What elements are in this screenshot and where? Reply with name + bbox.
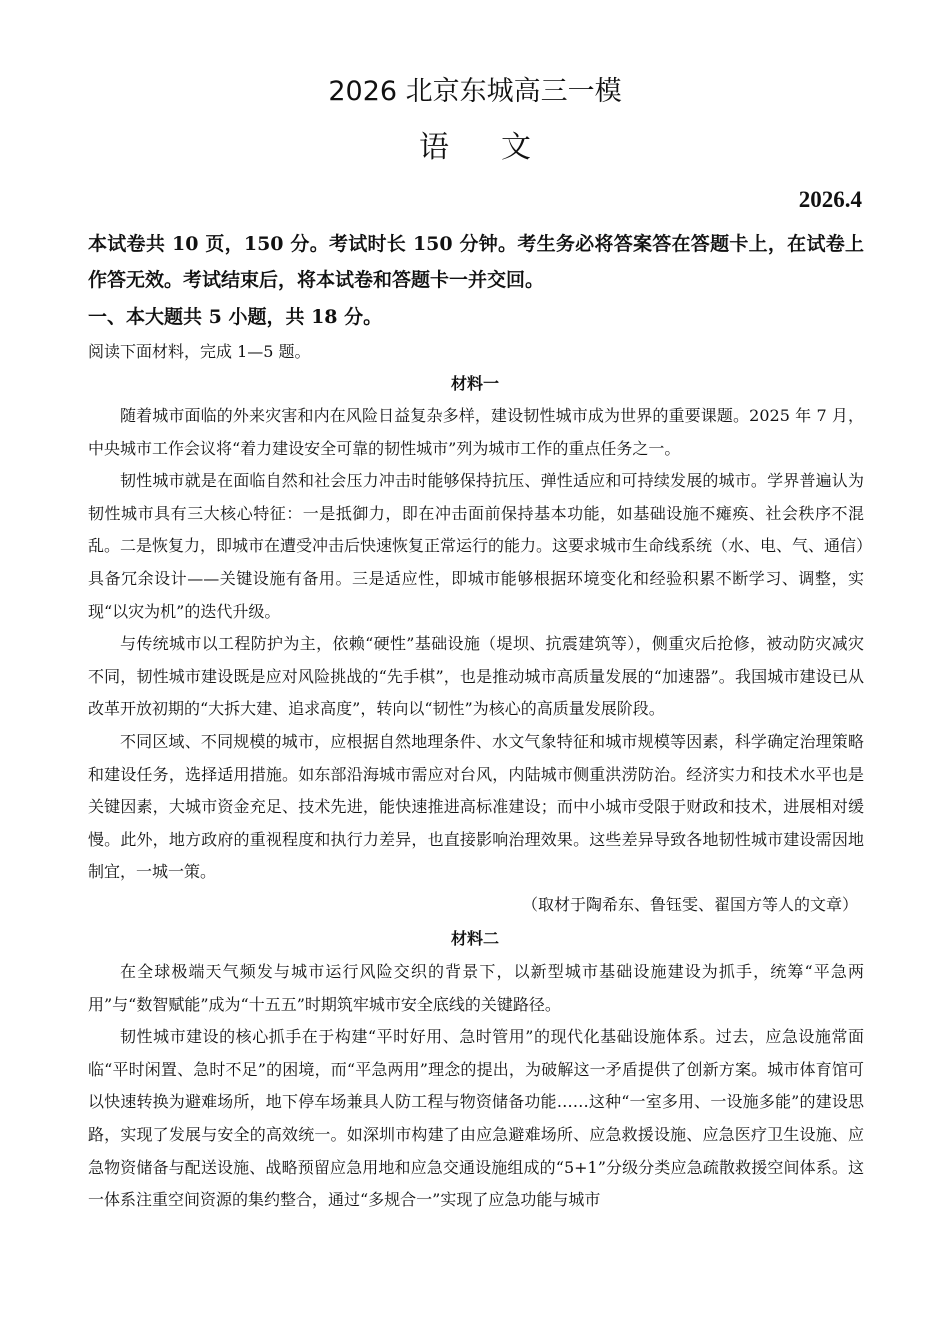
material-two-body	[88, 956, 864, 1217]
material-one-body	[88, 400, 864, 889]
subject-title: 语文	[419, 130, 583, 165]
material-two-heading: 材料二	[450, 929, 499, 948]
material-one-paragraph: 韧性城市就是在面临自然和社会压力冲击时能够保持抗压、弹性适应和可持续发展的城市。学界普遍认为韧性城市具有三大核心特征：一是抵御力，即在冲击面前保持基本功能，如基础设施不瘫痪、社会秩序不混乱。二是恢复力，即城市在遭受冲击后快速恢复正常运行的能力。这要求城市生命线系统（水、电、气、通信）具备冗余设计——关键设施有备用。三是适应性，即城市能够根据环境变化和经验积累不断学习、调整，实现“以灾为机”的迭代升级。	[88, 471, 865, 621]
material-one-source: （取材于陶希东、鲁钰雯、翟国方等人的文章）	[521, 895, 858, 914]
exam-title: 2026 北京东城高三一模	[328, 76, 622, 107]
exam-notice: 本试卷共 10 页，150 分。考试时长 150 分钟。考生务必将答案答在答题卡上，在试卷上作答无效。考试结束后，将本试卷和答题卡一并交回。	[88, 233, 864, 291]
material-one-heading: 材料一	[450, 374, 499, 393]
material-one-paragraph: 随着城市面临的外来灾害和内在风险日益复杂多样，建设韧性城市成为世界的重要课题。2025 年 7 月，中央城市工作会议将“着力建设安全可靠的韧性城市”列为城市工作的重点任务之一。	[88, 406, 864, 458]
reading-instruction: 阅读下面材料，完成 1—5 题。	[88, 342, 311, 361]
exam-date: 2026.4	[798, 187, 862, 212]
material-two-paragraph: 在全球极端天气频发与城市运行风险交织的背景下，以新型城市基础设施建设为抓手，统筹“平急两用”与“数智赋能”成为“十五五”时期筑牢城市安全底线的关键路径。	[88, 962, 864, 1014]
material-one-paragraph: 不同区域、不同规模的城市，应根据自然地理条件、水文气象特征和城市规模等因素，科学确定治理策略和建设任务，选择适用措施。如东部沿海城市需应对台风，内陆城市侧重洪涝防治。经济实力和技术水平也是关键因素，大城市资金充足、技术先进，能快速推进高标准建设；而中小城市受限于财政和技术，进展相对缓慢。此外，地方政府的重视程度和执行力差异，也直接影响治理效果。这些差异导致各地韧性城市建设需因地制宜，一城一策。	[88, 731, 864, 882]
section-heading: 一、本大题共 5 小题，共 18 分。	[88, 306, 383, 328]
material-two-paragraph: 韧性城市建设的核心抓手在于构建“平时好用、急时管用”的现代化基础设施体系。过去，应急设施常面临“平时闲置、急时不足”的困境，而“平急两用”理念的提出，为破解这一矛盾提供了创新方案。城市体育馆可以快速转换为避难场所，地下停车场兼具人防工程与物资储备功能……这种“一室多用、一设施多能”的建设思路，实现了发展与安全的高效统一。如深圳市构建了由应急避难场所、应急救援设施、应急医疗卫生设施、应急物资储备与配送设施、战略预留应急用地和应急交通设施组成的“5+1”分级分类应急疏散救援空间体系。这一体系注重空间资源的集约整合，通过“多规合一”实现了应急功能与城市	[88, 1027, 864, 1210]
material-one-paragraph: 与传统城市以工程防护为主，依赖“硬性”基础设施（堤坝、抗震建筑等），侧重灾后抢修，被动防灾减灾不同，韧性城市建设既是应对风险挑战的“先手棋”，也是推动城市高质量发展的“加速器”。我国城市建设已从改革开放初期的“大拆大建、追求高度”，转向以“韧性”为核心的高质量发展阶段。	[88, 634, 864, 719]
